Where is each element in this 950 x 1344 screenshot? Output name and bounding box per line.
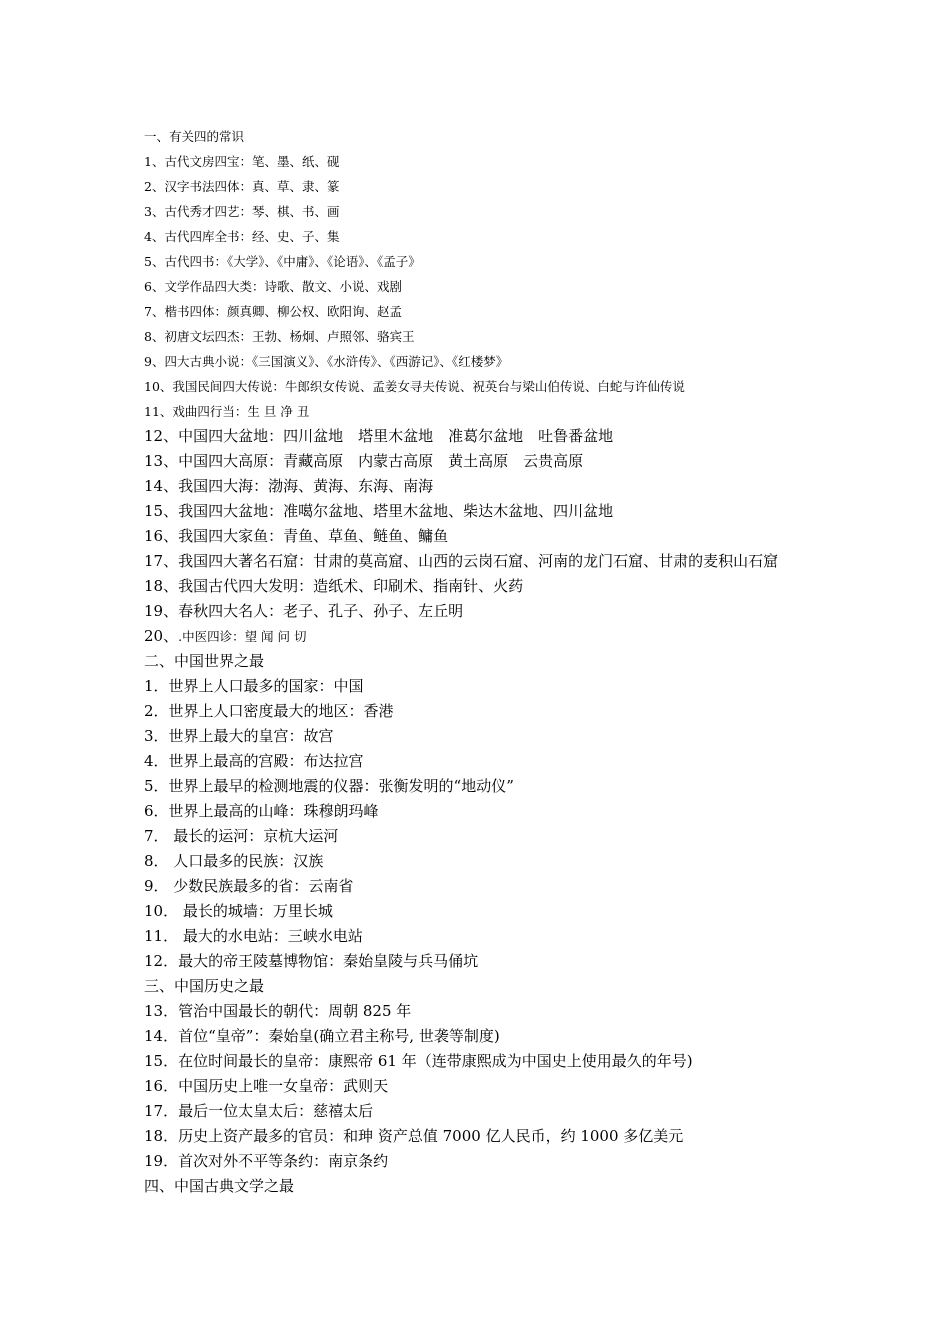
list-item: 18．历史上资产最多的官员：和珅 资产总值 7000 亿人民币，约 1000 多亿美元 (144, 1127, 684, 1145)
list-item: 19．首次对外不平等条约：南京条约 (144, 1152, 389, 1170)
list-item: 5、古代四书：《大学》、《中庸》、《论语》、《孟子》 (144, 254, 421, 269)
list-item: 18、我国古代四大发明：造纸术、印刷术、指南针、火药 (144, 577, 524, 595)
section-heading: 一、有关四的常识 (144, 129, 245, 144)
list-item: 14、我国四大海：渤海、黄海、东海、南海 (144, 477, 434, 495)
list-item: 15、我国四大盆地：准噶尔盆地、塔里木盆地、柴达木盆地、四川盆地 (144, 502, 614, 520)
list-item: 8． 人口最多的民族：汉族 (144, 852, 324, 870)
list-item: 9． 少数民族最多的省：云南省 (144, 877, 354, 895)
list-item: 4．世界上最高的宫殿：布达拉宫 (144, 752, 364, 770)
list-item: 1．世界上人口最多的国家：中国 (144, 677, 364, 695)
section-heading: 二、中国世界之最 (144, 652, 265, 670)
list-item-number: 20、 (144, 627, 179, 645)
list-item: 6．世界上最高的山峰：珠穆朗玛峰 (144, 802, 379, 820)
list-item: 19、春秋四大名人：老子、孔子、孙子、左丘明 (144, 602, 464, 620)
list-item: 3．世界上最大的皇宫：故宫 (144, 727, 334, 745)
list-item-text: .中医四诊：望 闻 问 切 (178, 629, 307, 644)
list-item: 16、我国四大家鱼：青鱼、草鱼、鲢鱼、鳙鱼 (144, 527, 449, 545)
list-item: 4、古代四库全书：经、史、子、集 (144, 229, 340, 244)
section-heading: 三、中国历史之最 (144, 977, 265, 995)
list-item: 1、古代文房四宝：笔、墨、纸、砚 (144, 154, 340, 169)
list-item: 13．管治中国最长的朝代：周朝 825 年 (144, 1002, 412, 1020)
list-item: 16．中国历史上唯一女皇帝：武则天 (144, 1077, 389, 1095)
list-item: 17．最后一位太皇太后：慈禧太后 (144, 1102, 374, 1120)
list-item: 12．最大的帝王陵墓博物馆：秦始皇陵与兵马俑坑 (144, 952, 479, 970)
list-item: 2、汉字书法四体：真、草、隶、篆 (144, 179, 340, 194)
list-item: 13、中国四大高原：青藏高原 内蒙古高原 黄土高原 云贵高原 (144, 452, 584, 470)
list-item: 14．首位“皇帝”：秦始皇(确立君主称号, 世袭等制度) (144, 1027, 500, 1045)
section-heading: 四、中国古典文学之最 (144, 1177, 295, 1195)
document-page (144, 124, 824, 1199)
list-item: 7． 最长的运河：京杭大运河 (144, 827, 339, 845)
list-item: 10． 最长的城墙：万里长城 (144, 902, 333, 920)
list-item: 17、我国四大著名石窟：甘肃的莫高窟、山西的云岗石窟、河南的龙门石窟、甘肃的麦积山石窟 (144, 552, 779, 570)
list-item: 3、古代秀才四艺：琴、棋、书、画 (144, 204, 340, 219)
list-item: 6、文学作品四大类：诗歌、散文、小说、戏剧 (144, 279, 402, 294)
list-item: 11、戏曲四行当：生 旦 净 丑 (144, 404, 310, 419)
list-item: 2．世界上人口密度最大的地区：香港 (144, 702, 394, 720)
list-item: 8、初唐文坛四杰：王勃、杨炯、卢照邻、骆宾王 (144, 329, 415, 344)
list-item: 10、我国民间四大传说：牛郎织女传说、孟姜女寻夫传说、祝英台与梁山伯传说、白蛇与许仙传说 (144, 379, 685, 394)
list-item: 5．世界上最早的检测地震的仪器：张衡发明的“地动仪” (144, 777, 514, 795)
list-item: 15．在位时间最长的皇帝：康熙帝 61 年（连带康熙成为中国史上使用最久的年号) (144, 1052, 693, 1070)
list-item: 12、中国四大盆地：四川盆地 塔里木盆地 准葛尔盆地 吐鲁番盆地 (144, 427, 614, 445)
list-item: 9、四大古典小说：《三国演义》、《水浒传》、《西游记》、《红楼梦》 (144, 354, 509, 369)
list-item: 11． 最大的水电站：三峡水电站 (144, 927, 363, 945)
list-item: 7、楷书四体：颜真卿、柳公权、欧阳询、赵孟 (144, 304, 402, 319)
list-item (144, 624, 824, 649)
